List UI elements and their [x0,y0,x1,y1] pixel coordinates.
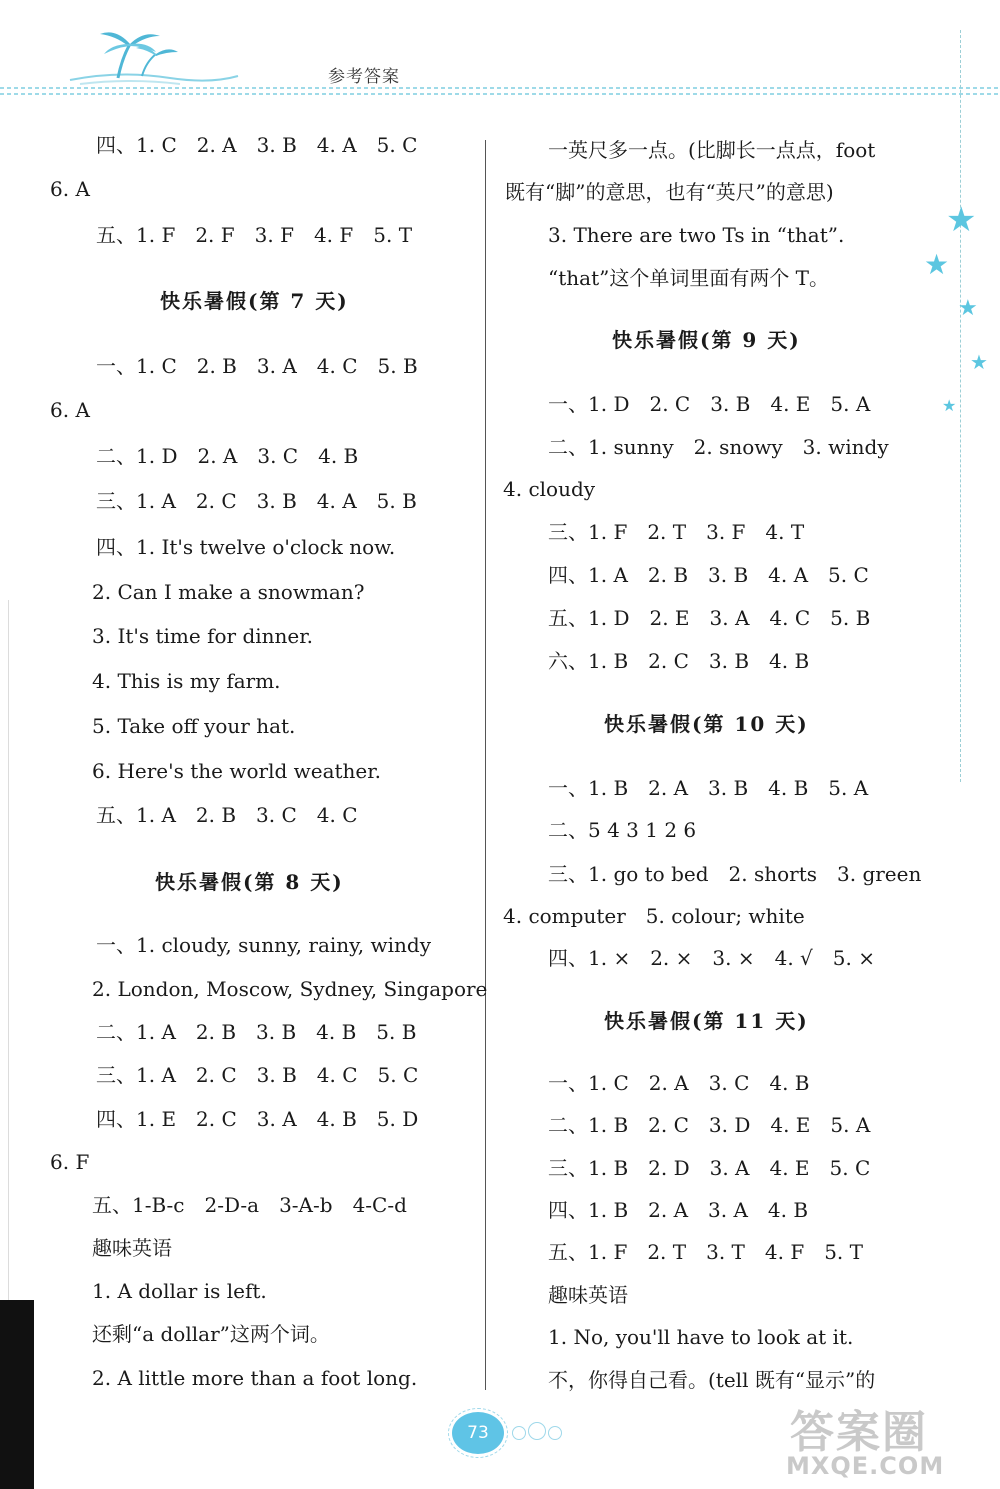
answer-line: 6. Here's the world weather. [92,759,381,783]
star-icon: ★ [970,350,988,374]
scan-edge-line [8,600,9,1400]
answer-line: 6. F [50,1150,90,1174]
answer-line: 3. It's time for dinner. [92,624,313,648]
answer-line: 四、1. × 2. × 3. × 4. √ 5. × [548,946,875,970]
section-heading: 快乐暑假(第 11 天) [604,1009,809,1033]
section-heading: 快乐暑假(第 7 天) [160,289,349,313]
answer-line: 二、1. A 2. B 3. B 4. B 5. B [96,1020,417,1044]
star-icon: ★ [958,296,978,321]
section-heading: 快乐暑假(第 8 天) [155,870,344,894]
answer-line: 四、1. C 2. A 3. B 4. A 5. C [96,133,418,157]
answer-line: 2. Can I make a snowman? [92,580,365,604]
watermark-url: MXQE.COM [786,1452,945,1480]
header-divider [0,86,1000,98]
star-icon: ★ [924,248,950,281]
answer-line: 趣味英语 [548,1283,628,1307]
answer-line: 一、1. cloudy, sunny, rainy, windy [96,933,431,957]
palm-tree-logo [60,22,240,90]
answer-line: 三、1. go to bed 2. shorts 3. green [548,862,922,886]
answer-line: 六、1. B 2. C 3. B 4. B [548,649,810,673]
answer-line: 五、1. A 2. B 3. C 4. C [96,803,358,827]
answer-line: 二、1. B 2. C 3. D 4. E 5. A [548,1113,871,1137]
answer-line: 五、1. D 2. E 3. A 4. C 5. B [548,606,871,630]
answer-line: 一、1. C 2. B 3. A 4. C 5. B [96,354,418,378]
decor-ring [512,1426,526,1440]
answer-line: 既有“脚”的意思，也有“英尺”的意思) [505,180,834,204]
answer-line: 4. cloudy [503,477,596,501]
answer-line: 四、1. A 2. B 3. B 4. A 5. C [548,563,869,587]
answer-line: 二、1. D 2. A 3. C 4. B [96,444,359,468]
answer-line: 五、1. F 2. F 3. F 4. F 5. T [96,223,413,247]
header-title: 参考答案 [328,67,400,87]
answer-line: 二、1. sunny 2. snowy 3. windy [548,435,889,459]
answer-line: 三、1. A 2. C 3. B 4. C 5. C [96,1063,419,1087]
watermark-logo [770,1396,996,1486]
column-divider [485,140,486,1390]
decor-ring [528,1422,546,1440]
answer-line: 1. No, you'll have to look at it. [548,1325,854,1349]
answer-line: 二、5 4 3 1 2 6 [548,818,697,842]
answer-line: 三、1. B 2. D 3. A 4. E 5. C [548,1156,871,1180]
star-icon: ★ [942,396,957,415]
binding-edge [0,1300,34,1489]
answer-line: 4. computer 5. colour; white [503,904,805,928]
section-heading: 快乐暑假(第 10 天) [604,712,809,736]
answer-line: 2. A little more than a foot long. [92,1366,418,1390]
answer-line: 四、1. B 2. A 3. A 4. B [548,1198,809,1222]
answer-line: 还剩“a dollar”这两个词。 [92,1322,330,1346]
page-number: 73 [452,1412,504,1454]
right-margin-rule [960,30,961,782]
page-number-badge [448,1408,568,1458]
section-heading: 快乐暑假(第 9 天) [612,328,801,352]
decor-ring [548,1426,562,1440]
answer-line: 5. Take off your hat. [92,714,296,738]
answer-line: 一英尺多一点。(比脚长一点点，foot [548,138,876,162]
answer-line: 一、1. C 2. A 3. C 4. B [548,1071,810,1095]
answer-line: 四、1. E 2. C 3. A 4. B 5. D [96,1107,419,1131]
answer-line: 三、1. F 2. T 3. F 4. T [548,520,805,544]
answer-line: 一、1. D 2. C 3. B 4. E 5. A [548,392,871,416]
answer-line: 五、1. F 2. T 3. T 4. F 5. T [548,1240,863,1264]
answer-line: 五、1-B-c 2-D-a 3-A-b 4-C-d [92,1193,407,1217]
answer-line: 四、1. It's twelve o'clock now. [96,535,396,559]
answer-line: 6. A [50,177,90,201]
answer-line: 2. London, Moscow, Sydney, Singapore [92,977,488,1001]
answer-line: 4. This is my farm. [92,669,281,693]
answer-line: 6. A [50,398,90,422]
answer-line: 趣味英语 [92,1236,172,1260]
star-icon: ★ [946,200,977,240]
answer-line: 三、1. A 2. C 3. B 4. A 5. B [96,489,417,513]
answer-line: 3. There are two Ts in “that”. [548,223,845,247]
answer-line: 一、1. B 2. A 3. B 4. B 5. A [548,776,869,800]
watermark-text: 答案圈 [790,1407,928,1458]
answer-line: 1. A dollar is left. [92,1279,267,1303]
answer-line: “that”这个单词里面有两个 T。 [548,266,830,290]
answer-line: 不，你得自己看。(tell 既有“显示”的 [548,1368,876,1392]
